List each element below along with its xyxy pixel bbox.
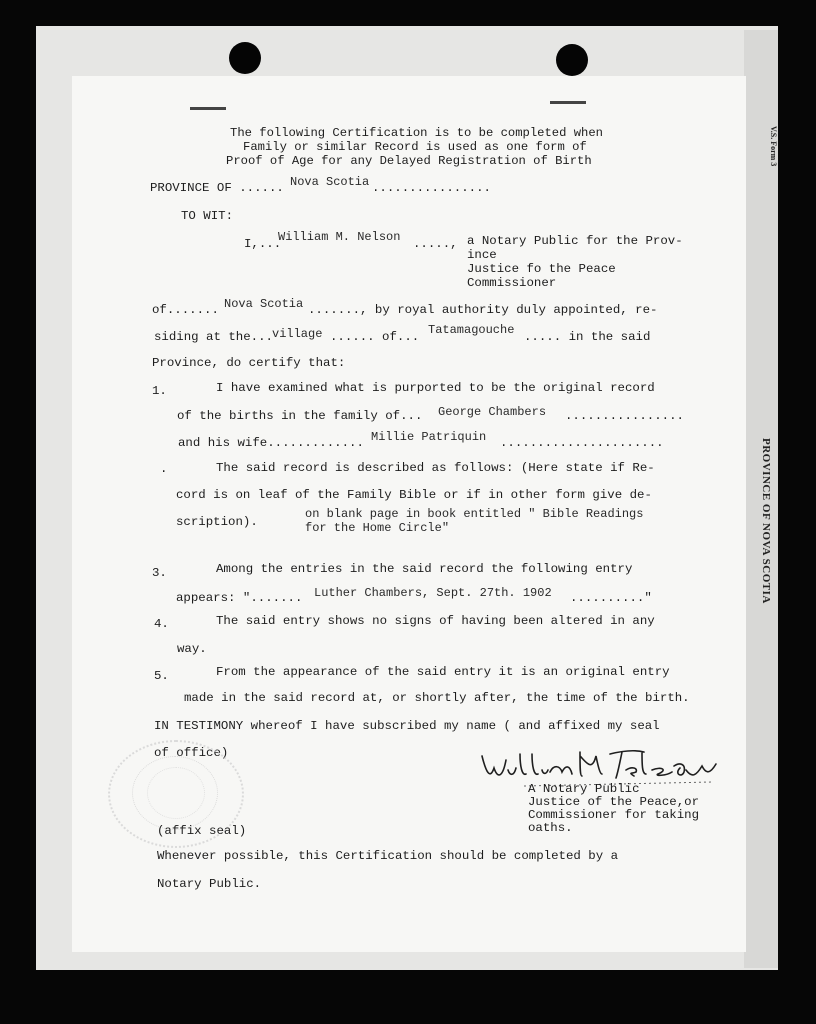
item-1-text: I have examined what is purported to be the original record [216, 381, 655, 395]
item-5-line-2: made in the said record at, or shortly after, the time of the birth. [184, 691, 690, 705]
of-suffix: ......., by royal authority duly appointed, re- [308, 303, 658, 317]
item-3-entry: Luther Chambers, Sept. 27th. 1902 [314, 586, 552, 600]
role-oaths: oaths. [528, 821, 573, 835]
item-5-number: 5. [154, 669, 169, 683]
staple-mark-right [550, 101, 586, 104]
form-number-label: V.S. Form 3 [769, 126, 778, 167]
residing-place-type: village [272, 327, 323, 341]
province-dots: ................ [372, 181, 491, 195]
item-2-description-1: on blank page in book entitled " Bible Readings [305, 507, 644, 521]
notary-prefix: I,... [244, 237, 282, 251]
role-justice: Justice of the Peace,or [528, 795, 700, 809]
to-wit-label: TO WIT: [181, 209, 234, 223]
notary-title-4: Commissioner [467, 276, 557, 290]
heading-line-2: Family or similar Record is used as one form of [243, 140, 587, 154]
item-3-appears-suffix: .........." [570, 591, 652, 605]
testimony-line-1: IN TESTIMONY whereof I have subscribed my name ( and affixed my seal [154, 719, 660, 733]
item-3-number: 3. [152, 566, 167, 580]
province-label: PROVINCE OF ...... [150, 181, 284, 195]
punch-hole-left [229, 42, 261, 74]
punch-hole-right [556, 44, 588, 76]
of-value: Nova Scotia [224, 297, 304, 311]
item-2-description-2: for the Home Circle" [305, 521, 450, 535]
item-4-number: 4. [154, 617, 169, 631]
testimony-line-2: of office) [154, 746, 229, 760]
role-notary: A Notary Public [528, 782, 640, 796]
of-prefix: of....... [152, 303, 219, 317]
item-1-number: 1. [152, 384, 167, 398]
notary-title-3: Justice fo the Peace [467, 262, 616, 276]
province-side-label: PROVINCE OF NOVA SCOTIA [760, 438, 772, 604]
heading-line-1: The following Certification is to be completed when [230, 126, 603, 140]
role-commissioner: Commissioner for taking [528, 808, 700, 822]
item-2-number: . [160, 462, 168, 476]
footer-line-2: Notary Public. [157, 877, 262, 891]
notary-title-1: a Notary Public for the Prov- [467, 234, 683, 248]
item-1-wife-prefix: and his wife............. [178, 436, 364, 450]
item-5-line-1: From the appearance of the said entry it is an original entry [216, 665, 670, 679]
item-1-father: George Chambers [438, 405, 547, 419]
residing-prefix: siding at the... [154, 330, 273, 344]
item-4-line-1: The said entry shows no signs of having been altered in any [216, 614, 655, 628]
residing-suffix: ..... in the said [524, 330, 651, 344]
item-1-family-dots: ................ [565, 409, 684, 423]
notary-title-2: ince [467, 248, 497, 262]
item-2-line-2: cord is on leaf of the Family Bible or if in other form give de- [176, 488, 652, 502]
item-1-wife-dots: ...................... [500, 436, 664, 450]
footer-line-1: Whenever possible, this Certification should be completed by a [157, 849, 619, 863]
affix-seal-label: (affix seal) [157, 824, 247, 838]
item-3-line-1: Among the entries in the said record the following entry [216, 562, 633, 576]
item-3-appears-prefix: appears: "....... [176, 591, 303, 605]
notary-suffix: ....., [413, 237, 458, 251]
item-4-line-2: way. [177, 642, 207, 656]
item-2-line-1: The said record is described as follows: (Here state if Re- [216, 461, 655, 475]
province-value: Nova Scotia [290, 175, 370, 189]
item-2-line-3: scription). [176, 515, 258, 529]
heading-line-3: Proof of Age for any Delayed Registration of Birth [226, 154, 592, 168]
item-1-mother: Millie Patriquin [371, 430, 487, 444]
notary-name: William M. Nelson [278, 230, 401, 244]
certify-line: Province, do certify that: [152, 356, 346, 370]
residing-place: Tatamagouche [428, 323, 515, 337]
staple-mark-left [190, 107, 226, 110]
item-1-family-prefix: of the births in the family of... [177, 409, 423, 423]
residing-middle: ...... of... [330, 330, 420, 344]
